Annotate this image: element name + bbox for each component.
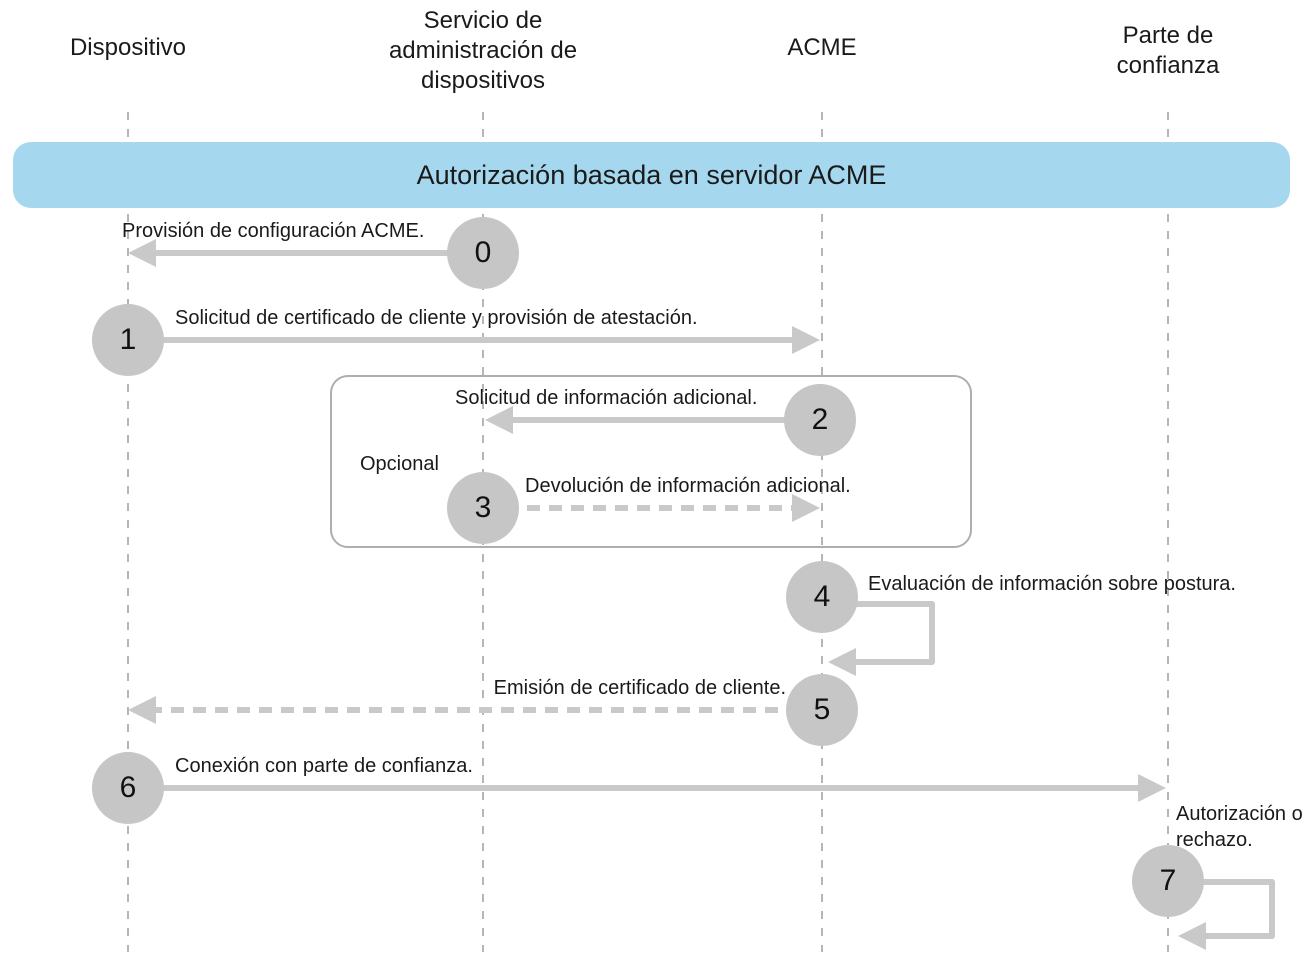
step-circle-6: 6 (92, 752, 164, 824)
arrow-step-6-head (1138, 774, 1166, 802)
actor-label-acme: ACME (787, 34, 857, 61)
arrow-step-0-head (128, 239, 156, 267)
step-circle-1: 1 (92, 304, 164, 376)
self-loop-step-4-head (828, 648, 856, 676)
step-circle-7: 7 (1132, 845, 1204, 917)
actor-label-mdm-service: Servicio de administración de dispositivos (388, 7, 578, 94)
optional-group-label: Opcional (360, 453, 439, 475)
step-label-4: Evaluación de información sobre postura. (868, 573, 1236, 595)
step-circle-5: 5 (786, 674, 858, 746)
step-circle-4: 4 (786, 561, 858, 633)
step-circle-3: 3 (447, 472, 519, 544)
phase-banner (13, 142, 1290, 208)
step-label-7: Autorización o rechazo. (1176, 803, 1303, 851)
step-label-1: Solicitud de certificado de cliente y provisión de atestación. (175, 307, 698, 329)
step-label-3: Devolución de información adicional. (525, 475, 851, 497)
step-label-6: Conexión con parte de confianza. (175, 755, 473, 777)
step-circle-2: 2 (784, 384, 856, 456)
step-circle-0: 0 (447, 217, 519, 289)
actor-label-relying-party: Parte de confianza (1116, 22, 1220, 79)
step-label-0: Provisión de configuración ACME. (122, 220, 425, 242)
arrow-step-1-head (792, 326, 820, 354)
arrow-step-5-head (128, 696, 156, 724)
actor-label-dispositivo: Dispositivo (69, 34, 187, 61)
self-loop-step-7-head (1178, 922, 1206, 950)
step-label-5: Emisión de certificado de cliente. (493, 677, 786, 699)
phase-banner-title: Autorización basada en servidor ACME (416, 159, 887, 190)
step-label-2: Solicitud de información adicional. (455, 387, 758, 409)
